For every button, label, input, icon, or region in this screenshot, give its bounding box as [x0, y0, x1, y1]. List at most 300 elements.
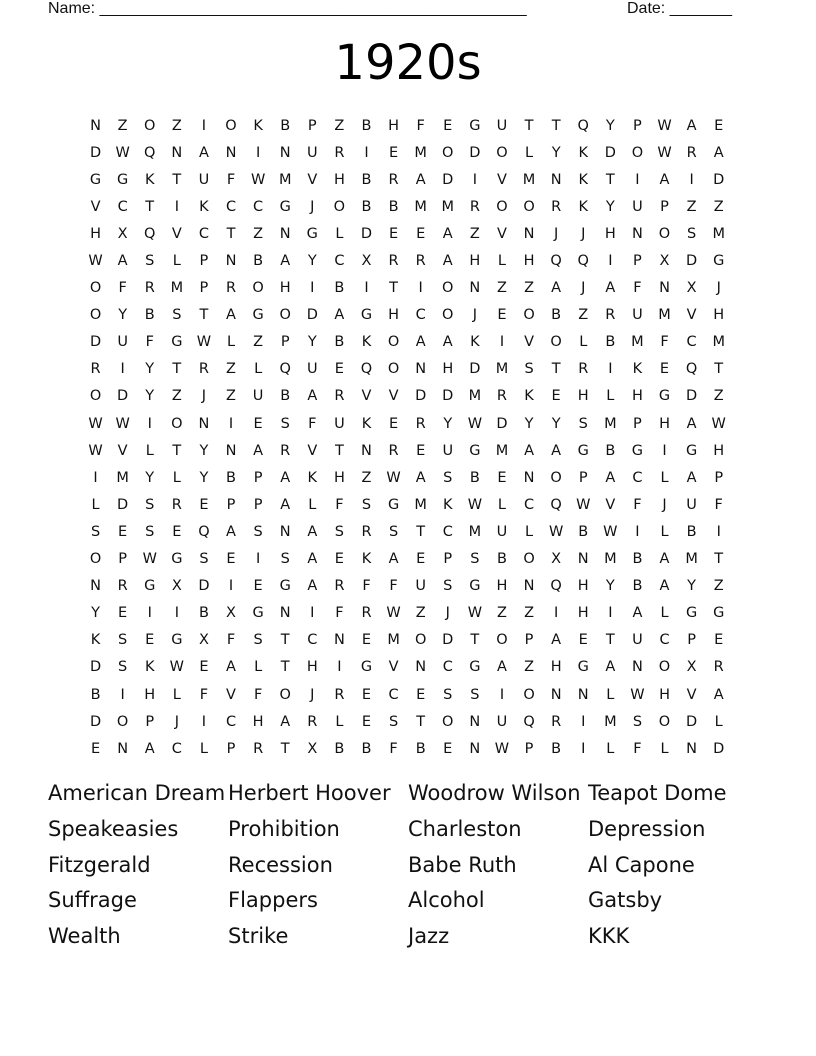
- grid-letter[interactable]: K: [307, 469, 318, 486]
- grid-letter[interactable]: P: [118, 551, 128, 568]
- grid-letter[interactable]: G: [631, 442, 644, 459]
- grid-letter[interactable]: R: [551, 198, 562, 215]
- grid-letter[interactable]: B: [253, 253, 264, 270]
- grid-letter[interactable]: O: [333, 198, 346, 215]
- grid-letter[interactable]: B: [334, 280, 345, 297]
- grid-letter[interactable]: T: [605, 632, 615, 649]
- grid-letter[interactable]: U: [306, 144, 318, 161]
- grid-letter[interactable]: D: [496, 415, 508, 432]
- grid-letter[interactable]: B: [334, 334, 345, 351]
- grid-letter[interactable]: B: [198, 605, 209, 622]
- grid-letter[interactable]: I: [608, 605, 613, 622]
- grid-letter[interactable]: W: [115, 144, 130, 161]
- grid-letter[interactable]: E: [578, 632, 588, 649]
- grid-letter[interactable]: I: [174, 605, 179, 622]
- grid-letter[interactable]: A: [442, 225, 453, 242]
- grid-letter[interactable]: O: [414, 632, 427, 649]
- grid-letter[interactable]: L: [497, 496, 506, 513]
- grid-letter[interactable]: L: [226, 334, 236, 351]
- grid-letter[interactable]: O: [225, 117, 237, 134]
- grid-letter[interactable]: X: [686, 280, 697, 297]
- grid-letter[interactable]: F: [714, 496, 723, 513]
- grid-letter[interactable]: N: [279, 523, 291, 540]
- grid-letter[interactable]: Z: [171, 388, 182, 405]
- grid-letter[interactable]: T: [389, 280, 398, 297]
- grid-letter[interactable]: K: [578, 171, 588, 188]
- grid-letter[interactable]: P: [687, 632, 696, 649]
- grid-letter[interactable]: S: [145, 523, 155, 540]
- grid-letter[interactable]: S: [388, 713, 399, 730]
- grid-letter[interactable]: R: [388, 171, 399, 188]
- grid-letter[interactable]: N: [469, 740, 481, 757]
- grid-letter[interactable]: Y: [605, 578, 615, 595]
- grid-letter[interactable]: A: [551, 280, 562, 297]
- grid-letter[interactable]: R: [171, 496, 182, 513]
- grid-letter[interactable]: T: [605, 171, 615, 188]
- grid-letter[interactable]: H: [333, 171, 345, 188]
- grid-letter[interactable]: Y: [145, 388, 155, 405]
- grid-letter[interactable]: G: [469, 659, 481, 676]
- grid-letter[interactable]: V: [524, 334, 534, 351]
- grid-letter[interactable]: N: [415, 361, 427, 378]
- grid-letter[interactable]: B: [686, 523, 697, 540]
- grid-letter[interactable]: I: [662, 442, 667, 459]
- grid-letter[interactable]: D: [713, 171, 725, 188]
- grid-letter[interactable]: G: [279, 198, 291, 215]
- grid-letter[interactable]: I: [716, 523, 721, 540]
- grid-letter[interactable]: N: [415, 659, 427, 676]
- grid-letter[interactable]: R: [280, 442, 291, 459]
- grid-letter[interactable]: Z: [713, 388, 724, 405]
- grid-letter[interactable]: L: [199, 740, 208, 757]
- grid-letter[interactable]: A: [415, 469, 426, 486]
- grid-letter[interactable]: P: [226, 496, 236, 513]
- grid-letter[interactable]: E: [226, 551, 236, 568]
- grid-letter[interactable]: T: [280, 659, 290, 676]
- grid-letter[interactable]: P: [253, 496, 263, 513]
- grid-letter[interactable]: I: [364, 144, 369, 161]
- grid-letter[interactable]: A: [442, 334, 453, 351]
- grid-letter[interactable]: K: [361, 415, 372, 432]
- grid-letter[interactable]: O: [89, 307, 102, 324]
- grid-letter[interactable]: E: [714, 117, 724, 134]
- grid-letter[interactable]: S: [118, 659, 128, 676]
- grid-letter[interactable]: I: [201, 713, 207, 730]
- grid-letter[interactable]: G: [360, 659, 373, 676]
- grid-letter[interactable]: O: [496, 632, 508, 649]
- grid-letter[interactable]: N: [550, 686, 562, 703]
- grid-letter[interactable]: Q: [144, 144, 156, 161]
- grid-letter[interactable]: E: [361, 713, 372, 730]
- grid-letter[interactable]: E: [90, 740, 101, 757]
- grid-letter[interactable]: A: [524, 442, 534, 459]
- grid-letter[interactable]: L: [525, 523, 534, 540]
- grid-letter[interactable]: M: [604, 551, 617, 568]
- grid-letter[interactable]: P: [199, 253, 209, 270]
- grid-letter[interactable]: M: [414, 198, 427, 215]
- grid-letter[interactable]: A: [605, 469, 616, 486]
- grid-letter[interactable]: C: [171, 740, 182, 757]
- grid-letter[interactable]: J: [581, 280, 586, 297]
- grid-letter[interactable]: H: [279, 280, 291, 297]
- grid-letter[interactable]: D: [686, 388, 698, 405]
- grid-letter[interactable]: Q: [523, 713, 535, 730]
- grid-letter[interactable]: H: [90, 225, 101, 242]
- grid-letter[interactable]: F: [226, 171, 236, 188]
- grid-letter[interactable]: R: [361, 523, 372, 540]
- grid-letter[interactable]: V: [117, 442, 128, 459]
- grid-letter[interactable]: P: [578, 469, 588, 486]
- grid-letter[interactable]: W: [88, 253, 103, 270]
- grid-letter[interactable]: E: [416, 551, 426, 568]
- grid-letter[interactable]: I: [255, 551, 261, 568]
- grid-letter[interactable]: Y: [199, 469, 209, 486]
- grid-letter[interactable]: D: [89, 659, 102, 676]
- grid-letter[interactable]: A: [415, 171, 426, 188]
- grid-letter[interactable]: U: [415, 578, 426, 595]
- grid-letter[interactable]: B: [90, 686, 101, 703]
- grid-letter[interactable]: F: [145, 334, 154, 351]
- grid-letter[interactable]: U: [334, 415, 345, 432]
- grid-letter[interactable]: U: [496, 713, 508, 730]
- grid-letter[interactable]: S: [632, 713, 643, 730]
- grid-letter[interactable]: N: [279, 605, 291, 622]
- grid-letter[interactable]: G: [89, 171, 102, 188]
- grid-letter[interactable]: G: [577, 442, 589, 459]
- grid-letter[interactable]: H: [144, 686, 156, 703]
- grid-letter[interactable]: Q: [279, 361, 291, 378]
- grid-letter[interactable]: J: [310, 198, 315, 215]
- grid-letter[interactable]: C: [225, 713, 237, 730]
- grid-letter[interactable]: H: [333, 469, 345, 486]
- grid-letter[interactable]: G: [171, 334, 183, 351]
- grid-letter[interactable]: U: [632, 307, 643, 324]
- grid-letter[interactable]: T: [280, 740, 290, 757]
- grid-letter[interactable]: P: [145, 713, 155, 730]
- grid-letter[interactable]: E: [118, 523, 128, 540]
- grid-letter[interactable]: O: [279, 686, 291, 703]
- grid-letter[interactable]: N: [659, 280, 670, 297]
- grid-letter[interactable]: P: [280, 334, 290, 351]
- grid-letter[interactable]: V: [171, 225, 182, 242]
- grid-letter[interactable]: E: [443, 740, 453, 757]
- grid-letter[interactable]: Z: [415, 605, 426, 622]
- grid-letter[interactable]: N: [90, 578, 101, 595]
- grid-letter[interactable]: P: [633, 415, 642, 432]
- grid-letter[interactable]: M: [712, 334, 725, 351]
- date-field[interactable]: Date: _______: [627, 0, 732, 17]
- grid-letter[interactable]: U: [117, 334, 128, 351]
- grid-letter[interactable]: D: [89, 334, 102, 351]
- grid-letter[interactable]: G: [252, 307, 264, 324]
- grid-letter[interactable]: T: [145, 198, 155, 215]
- grid-letter[interactable]: B: [361, 117, 372, 134]
- grid-letter[interactable]: L: [579, 334, 588, 351]
- grid-letter[interactable]: O: [550, 334, 562, 351]
- grid-letter[interactable]: U: [198, 171, 210, 188]
- grid-letter[interactable]: B: [578, 523, 589, 540]
- grid-letter[interactable]: N: [225, 253, 237, 270]
- grid-letter[interactable]: H: [577, 605, 589, 622]
- grid-letter[interactable]: H: [550, 659, 562, 676]
- grid-letter[interactable]: Q: [550, 253, 562, 270]
- grid-letter[interactable]: A: [280, 253, 291, 270]
- grid-letter[interactable]: A: [117, 253, 128, 270]
- grid-letter[interactable]: N: [631, 659, 643, 676]
- grid-letter[interactable]: A: [388, 551, 399, 568]
- grid-letter[interactable]: L: [335, 713, 344, 730]
- grid-letter[interactable]: M: [414, 144, 427, 161]
- grid-letter[interactable]: T: [714, 551, 724, 568]
- grid-letter[interactable]: Z: [253, 225, 264, 242]
- grid-letter[interactable]: X: [686, 659, 697, 676]
- grid-letter[interactable]: O: [496, 198, 508, 215]
- grid-letter[interactable]: E: [253, 578, 263, 595]
- grid-letter[interactable]: H: [442, 361, 454, 378]
- grid-letter[interactable]: M: [441, 198, 455, 215]
- grid-letter[interactable]: V: [388, 659, 399, 676]
- grid-letter[interactable]: M: [495, 442, 509, 459]
- grid-letter[interactable]: A: [198, 144, 209, 161]
- grid-letter[interactable]: G: [685, 442, 698, 459]
- grid-letter[interactable]: D: [117, 388, 129, 405]
- grid-letter[interactable]: R: [334, 578, 345, 595]
- grid-letter[interactable]: D: [198, 578, 210, 595]
- grid-letter[interactable]: L: [606, 686, 615, 703]
- grid-letter[interactable]: H: [252, 713, 264, 730]
- grid-letter[interactable]: D: [415, 388, 427, 405]
- grid-letter[interactable]: D: [469, 361, 481, 378]
- grid-letter[interactable]: X: [361, 253, 372, 270]
- grid-letter[interactable]: L: [172, 469, 181, 486]
- grid-letter[interactable]: S: [578, 415, 588, 432]
- grid-letter[interactable]: Q: [550, 496, 562, 513]
- grid-letter[interactable]: B: [632, 551, 643, 568]
- grid-letter[interactable]: M: [414, 496, 427, 513]
- grid-letter[interactable]: T: [172, 442, 182, 459]
- grid-letter[interactable]: F: [335, 605, 344, 622]
- grid-letter[interactable]: S: [687, 225, 697, 242]
- grid-letter[interactable]: L: [254, 659, 263, 676]
- grid-letter[interactable]: A: [605, 280, 616, 297]
- grid-letter[interactable]: J: [554, 225, 559, 242]
- grid-letter[interactable]: W: [142, 551, 157, 568]
- grid-letter[interactable]: A: [442, 253, 453, 270]
- grid-letter[interactable]: Y: [145, 469, 155, 486]
- grid-letter[interactable]: J: [581, 225, 586, 242]
- grid-letter[interactable]: T: [416, 713, 426, 730]
- grid-letter[interactable]: E: [199, 496, 209, 513]
- grid-letter[interactable]: T: [172, 171, 182, 188]
- grid-letter[interactable]: B: [361, 171, 372, 188]
- grid-letter[interactable]: T: [416, 523, 426, 540]
- grid-letter[interactable]: Z: [226, 388, 236, 405]
- grid-letter[interactable]: C: [523, 496, 535, 513]
- grid-letter[interactable]: B: [551, 307, 562, 324]
- grid-letter[interactable]: Y: [307, 334, 317, 351]
- grid-letter[interactable]: Z: [686, 198, 697, 215]
- grid-letter[interactable]: U: [632, 198, 643, 215]
- grid-letter[interactable]: P: [226, 740, 236, 757]
- grid-letter[interactable]: W: [657, 117, 672, 134]
- grid-letter[interactable]: F: [335, 496, 344, 513]
- grid-letter[interactable]: C: [117, 198, 128, 215]
- grid-letter[interactable]: L: [145, 442, 154, 459]
- grid-letter[interactable]: O: [442, 713, 454, 730]
- grid-letter[interactable]: H: [388, 307, 400, 324]
- grid-letter[interactable]: G: [387, 496, 400, 513]
- grid-letter[interactable]: L: [660, 740, 669, 757]
- grid-letter[interactable]: N: [117, 740, 129, 757]
- grid-letter[interactable]: Z: [117, 117, 128, 134]
- grid-letter[interactable]: E: [118, 605, 128, 622]
- grid-letter[interactable]: H: [306, 659, 318, 676]
- grid-letter[interactable]: O: [144, 117, 156, 134]
- grid-letter[interactable]: B: [632, 578, 643, 595]
- grid-letter[interactable]: A: [144, 740, 155, 757]
- grid-letter[interactable]: X: [551, 551, 562, 568]
- grid-letter[interactable]: E: [361, 686, 372, 703]
- grid-letter[interactable]: R: [415, 253, 426, 270]
- grid-letter[interactable]: O: [171, 415, 183, 432]
- grid-letter[interactable]: S: [280, 415, 290, 432]
- grid-letter[interactable]: H: [659, 686, 670, 703]
- grid-letter[interactable]: B: [388, 198, 399, 215]
- grid-letter[interactable]: L: [660, 605, 669, 622]
- grid-letter[interactable]: E: [416, 225, 426, 242]
- grid-letter[interactable]: A: [659, 171, 670, 188]
- grid-letter[interactable]: O: [631, 144, 644, 161]
- grid-letter[interactable]: M: [604, 713, 617, 730]
- grid-letter[interactable]: T: [524, 117, 534, 134]
- grid-letter[interactable]: K: [90, 632, 101, 649]
- grid-letter[interactable]: N: [225, 144, 237, 161]
- grid-letter[interactable]: N: [631, 225, 643, 242]
- grid-letter[interactable]: A: [551, 442, 562, 459]
- grid-letter[interactable]: R: [469, 198, 480, 215]
- grid-letter[interactable]: H: [631, 388, 643, 405]
- grid-letter[interactable]: P: [714, 469, 724, 486]
- grid-letter[interactable]: R: [713, 659, 724, 676]
- grid-letter[interactable]: N: [469, 280, 481, 297]
- grid-letter[interactable]: E: [388, 225, 399, 242]
- grid-letter[interactable]: E: [388, 415, 399, 432]
- grid-letter[interactable]: B: [415, 740, 426, 757]
- grid-letter[interactable]: I: [310, 280, 315, 297]
- grid-letter[interactable]: G: [685, 605, 698, 622]
- grid-letter[interactable]: A: [686, 117, 697, 134]
- grid-letter[interactable]: T: [226, 225, 236, 242]
- grid-letter[interactable]: Y: [199, 442, 209, 459]
- grid-letter[interactable]: I: [120, 686, 125, 703]
- grid-letter[interactable]: S: [118, 632, 128, 649]
- grid-letter[interactable]: Y: [307, 253, 317, 270]
- grid-letter[interactable]: X: [226, 605, 236, 622]
- grid-letter[interactable]: Z: [524, 659, 535, 676]
- grid-letter[interactable]: A: [659, 578, 670, 595]
- grid-letter[interactable]: B: [144, 307, 155, 324]
- grid-letter[interactable]: L: [660, 523, 669, 540]
- grid-letter[interactable]: P: [633, 253, 642, 270]
- grid-letter[interactable]: A: [713, 686, 724, 703]
- grid-letter[interactable]: F: [416, 117, 425, 134]
- grid-letter[interactable]: M: [468, 523, 482, 540]
- grid-letter[interactable]: E: [253, 415, 263, 432]
- grid-letter[interactable]: H: [713, 442, 725, 459]
- grid-letter[interactable]: U: [496, 117, 508, 134]
- grid-letter[interactable]: U: [686, 496, 697, 513]
- grid-letter[interactable]: B: [280, 117, 291, 134]
- grid-letter[interactable]: U: [252, 388, 264, 405]
- grid-letter[interactable]: S: [524, 361, 534, 378]
- grid-letter[interactable]: A: [632, 605, 643, 622]
- grid-letter[interactable]: F: [633, 496, 642, 513]
- grid-letter[interactable]: H: [496, 578, 508, 595]
- grid-letter[interactable]: H: [523, 253, 535, 270]
- grid-letter[interactable]: W: [467, 496, 483, 513]
- grid-letter[interactable]: M: [658, 307, 671, 324]
- grid-letter[interactable]: V: [307, 171, 318, 188]
- grid-letter[interactable]: R: [388, 253, 399, 270]
- grid-letter[interactable]: F: [226, 632, 236, 649]
- grid-letter[interactable]: S: [388, 523, 399, 540]
- grid-letter[interactable]: E: [443, 117, 453, 134]
- grid-letter[interactable]: N: [469, 713, 481, 730]
- grid-letter[interactable]: R: [334, 388, 345, 405]
- grid-letter[interactable]: Y: [605, 117, 615, 134]
- grid-letter[interactable]: N: [523, 469, 535, 486]
- grid-letter[interactable]: C: [334, 253, 345, 270]
- grid-letter[interactable]: R: [253, 740, 264, 757]
- grid-letter[interactable]: Q: [577, 117, 589, 134]
- grid-letter[interactable]: R: [605, 307, 616, 324]
- grid-letter[interactable]: J: [201, 388, 207, 405]
- grid-letter[interactable]: S: [470, 686, 480, 703]
- grid-letter[interactable]: F: [253, 686, 263, 703]
- grid-letter[interactable]: E: [388, 144, 399, 161]
- grid-letter[interactable]: X: [307, 740, 318, 757]
- grid-letter[interactable]: K: [361, 334, 372, 351]
- grid-letter[interactable]: V: [361, 388, 372, 405]
- grid-letter[interactable]: F: [660, 334, 669, 351]
- grid-letter[interactable]: T: [199, 307, 209, 324]
- grid-letter[interactable]: C: [442, 523, 453, 540]
- grid-letter[interactable]: T: [551, 117, 561, 134]
- grid-letter[interactable]: I: [255, 144, 261, 161]
- grid-letter[interactable]: R: [117, 578, 128, 595]
- grid-letter[interactable]: V: [686, 307, 697, 324]
- grid-letter[interactable]: R: [361, 605, 372, 622]
- grid-letter[interactable]: F: [389, 740, 398, 757]
- grid-letter[interactable]: R: [144, 280, 155, 297]
- grid-letter[interactable]: M: [387, 632, 400, 649]
- grid-letter[interactable]: N: [361, 442, 372, 459]
- grid-letter[interactable]: A: [280, 713, 291, 730]
- grid-letter[interactable]: E: [416, 442, 426, 459]
- grid-letter[interactable]: V: [388, 388, 399, 405]
- grid-letter[interactable]: M: [604, 415, 617, 432]
- grid-letter[interactable]: G: [658, 388, 671, 405]
- grid-letter[interactable]: S: [334, 523, 344, 540]
- grid-letter[interactable]: D: [604, 144, 616, 161]
- grid-letter[interactable]: P: [199, 280, 209, 297]
- grid-letter[interactable]: Q: [198, 523, 210, 540]
- grid-letter[interactable]: W: [576, 496, 591, 513]
- grid-letter[interactable]: S: [253, 523, 263, 540]
- grid-letter[interactable]: K: [524, 388, 534, 405]
- grid-letter[interactable]: F: [633, 740, 642, 757]
- grid-letter[interactable]: I: [554, 605, 559, 622]
